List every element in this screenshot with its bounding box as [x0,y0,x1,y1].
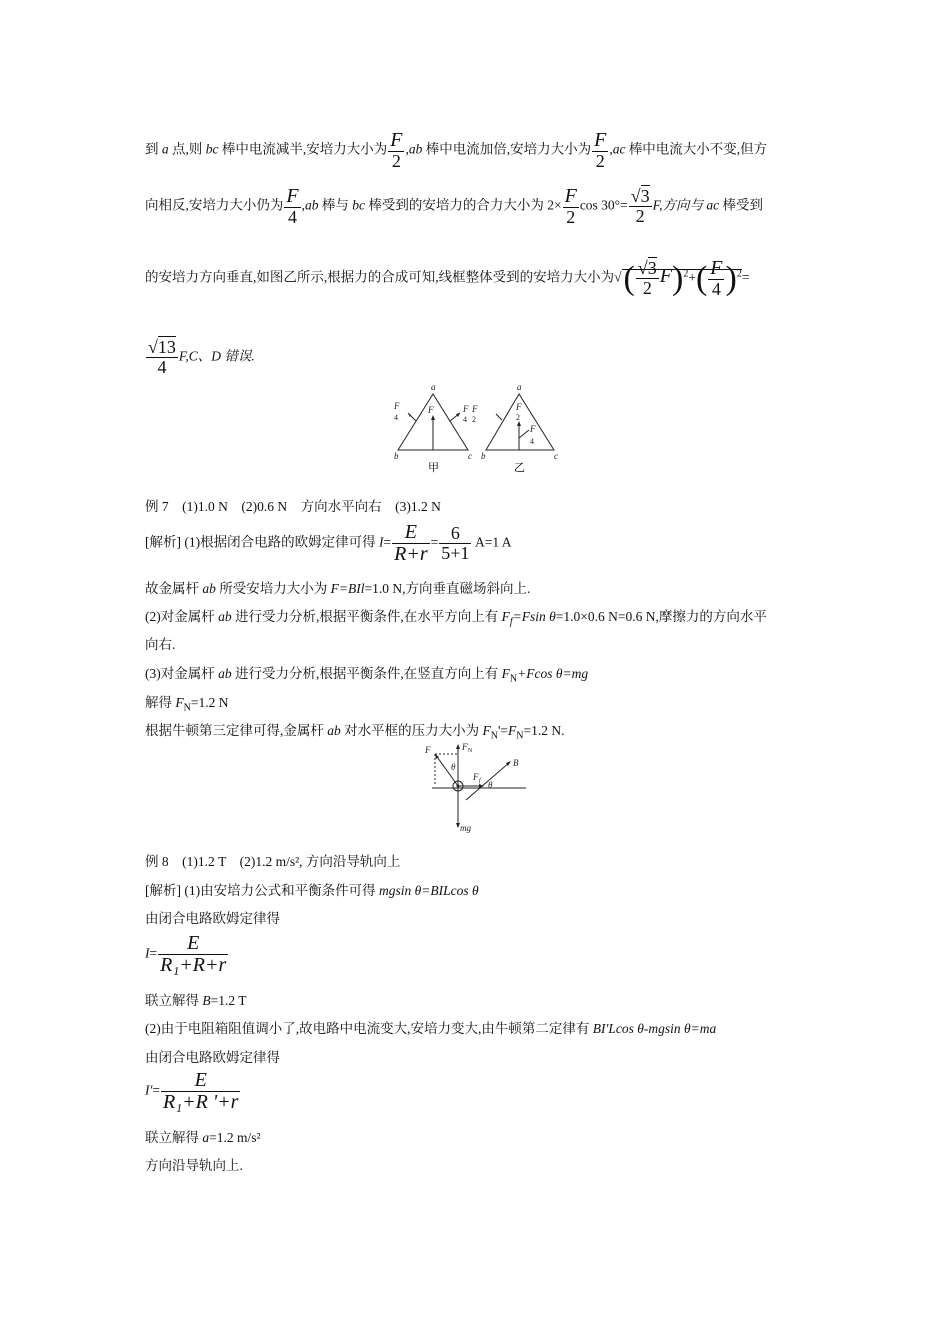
svg-text:f: f [479,778,481,784]
fraction-F-over-2: $\frac{F}{2}$ [390,129,403,171]
vertex-a-right: a [517,382,522,392]
example-8-formula-1: I= $\frac{E}{\text{R₁+R+r}}$ [145,932,227,976]
example-8-line-1: [解析] (1)由安培力公式和平衡条件可得 mgsin θ=BILcos θ [145,883,479,898]
svg-text:mg: mg [460,823,471,833]
example-8-line-9: 方向沿导轨向上. [145,1158,243,1173]
figure-force-diagram [420,740,530,836]
fraction-sqrt3-over-2: $\frac{√3}{2}$ [630,186,650,226]
vertex-c-right: c [554,451,558,461]
fraction-F-over-2b: $\frac{F}{2}$ [594,129,607,171]
svg-text:F: F [516,402,522,412]
svg-text:θ: θ [488,780,493,790]
text-line-3: 的安培力方向垂直,如图乙所示,根据力的合成可知,线框整体受到的安培力大小为√( $\frac{√3}{2}$ F)$^2$+( $\frac{F}{4}$ )$^2$= [145,257,750,299]
svg-text:N: N [468,748,473,754]
svg-text:2: 2 [516,413,520,422]
svg-text:4: 4 [530,437,534,446]
svg-text:4: 4 [394,413,398,422]
figure-label-jia: 甲 [428,462,439,474]
example-8-formula-2: I'= $\frac{E}{\text{R₁+R '+r}}$ [145,1069,239,1113]
example-7-line-5: (3)对金属杆 ab 进行受力分析,根据平衡条件,在竖直方向上有 $F_N+Fcos$ θ=mg [145,666,589,685]
vertex-c-left: c [468,451,472,461]
svg-text:B: B [513,758,519,768]
figure-label-yi: 乙 [514,462,525,474]
example-7-line-2: 故金属杆 ab 所受安培力大小为 F=BIl=1.0 N,方向垂直磁场斜向上. [145,581,531,596]
svg-text:F: F [425,745,431,755]
example-7-line-7: 根据牛顿第三定律可得,金属杆 ab 对水平框的压力大小为 $F_N'=F_N=1.2$ N. [145,723,565,742]
svg-text:F: F [473,772,479,782]
text-line-1: 到 a 点,则 bc 棒中电流减半,安培力大小为 $\frac{F}{2}$ ,ab 棒中电流加倍,安培力大小为 $\frac{F}{2}$ ,ac 棒中电流大小不变,但方 [145,129,768,171]
example-8-line-6: 由闭合电路欧姆定律得 [145,1050,280,1065]
svg-text:F: F [472,404,478,414]
text-line-2: 向相反,安培力大小仍为 $\frac{F}{4}$ ,ab 棒与 bc 棒受到的安培力的合力大小为 2× $\frac{F}{2}$ cos 30°= $\frac{√3}{2}$ F,方向与 ac 棒受到 [145,185,763,227]
example-7-line-4: 向右. [145,637,176,652]
svg-text:4: 4 [463,415,467,424]
text-line-4: $\frac{√13}{4}$ F,C、D 错误. [148,337,255,377]
example-7-title: 例 7 (1)1.0 N (2)0.6 N 方向水平向右 (3)1.2 N [145,499,441,514]
example-7-line-3: (2)对金属杆 ab 进行受力分析,根据平衡条件,在水平方向上有 $F_f=Fsin$ θ=1.0×0.6 N=0.6 N,摩擦力的方向水平 [145,609,767,628]
example-7-line-1: [解析] (1)根据闭合电路的欧姆定律可得 I= $\frac{E}{R+r}$ = $\frac{6}{5+1}$ A=1 A [145,521,512,565]
svg-text:F: F [462,742,468,752]
example-8-line-5: (2)由于电阻箱阻值调小了,故电路中电流变大,安培力变大,由牛顿第二定律有 BI'Lcos θ-mgsin θ=ma [145,1021,717,1036]
svg-text:2: 2 [472,415,476,424]
example-8-line-2: 由闭合电路欧姆定律得 [145,911,280,926]
example-8-title: 例 8 (1)1.2 T (2)1.2 m/s², 方向沿导轨向上 [145,854,401,869]
vertex-b-right: b [481,451,486,461]
example-8-line-8: 联立解得 a=1.2 m/s² [145,1130,261,1145]
fraction-F-over-4: $\frac{F}{4}$ [286,185,299,227]
figure-triangles [388,380,568,478]
vertex-b-left: b [394,451,399,461]
sqrt-expression: √( $\frac{√3}{2}$ F)$^2$+( $\frac{F}{4}$ )$^2$ [614,257,742,299]
example-8-line-4: 联立解得 B=1.2 T [145,993,247,1008]
svg-text:F: F [463,404,469,414]
example-7-line-6: 解得 $F_N=1.2$ N [145,695,229,714]
svg-text:F: F [394,401,400,411]
fraction-F-over-2c: $\frac{F}{2}$ [564,185,577,227]
svg-text:F: F [428,405,434,415]
svg-text:F: F [530,424,536,434]
fraction-sqrt13-over-4: $\frac{√13}{4}$ [148,337,176,377]
svg-text:θ: θ [451,762,456,772]
vertex-a-left: a [431,382,436,392]
